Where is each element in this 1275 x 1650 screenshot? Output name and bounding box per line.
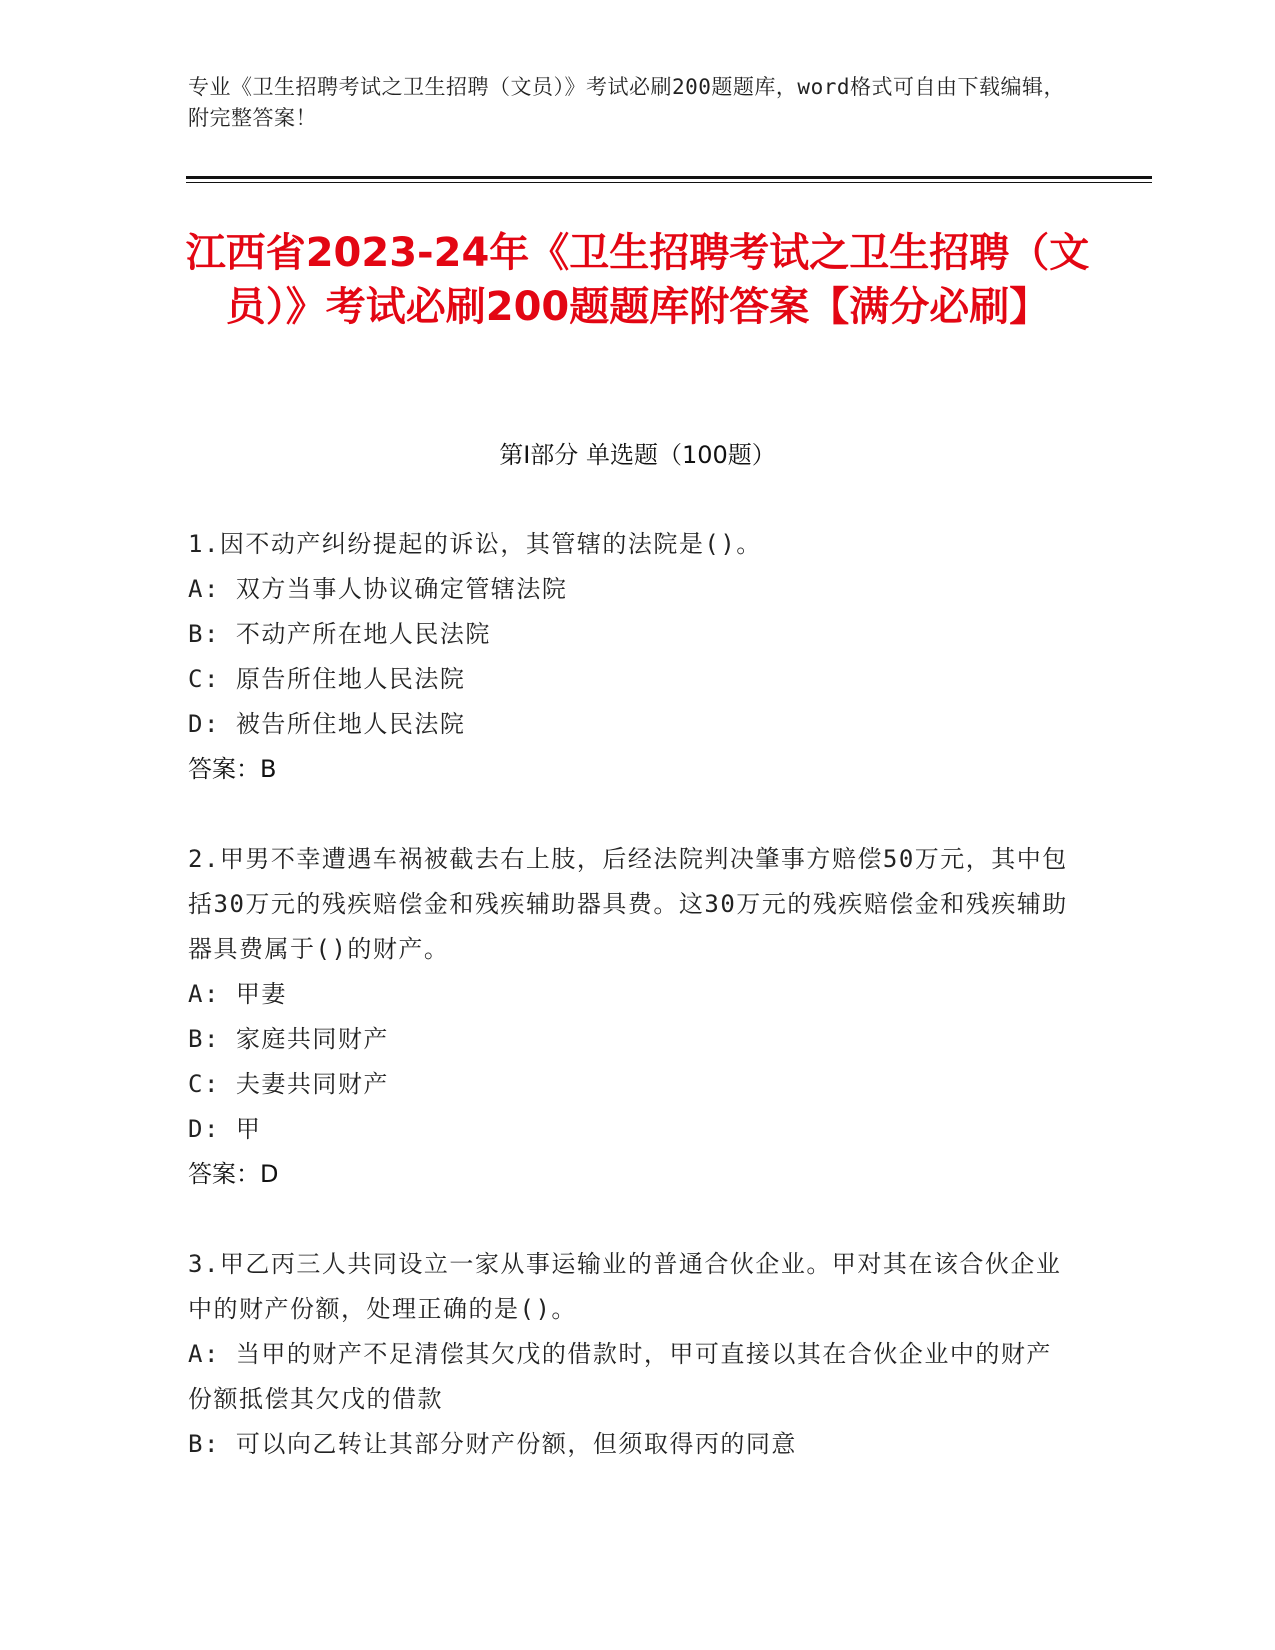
question-1 bbox=[188, 522, 1068, 792]
option-b: B: 不动产所在地人民法院 bbox=[188, 620, 491, 648]
question-list bbox=[188, 522, 1068, 1512]
question-2 bbox=[188, 837, 1068, 1197]
header-note: 专业《卫生招聘考试之卫生招聘（文员）》考试必刷200题题库，word格式可自由下载编辑，附完整答案！ bbox=[188, 75, 1065, 130]
option-b: B: 家庭共同财产 bbox=[188, 1025, 389, 1053]
question-text: 1.因不动产纠纷提起的诉讼，其管辖的法院是()。 bbox=[188, 530, 762, 558]
option-c: C: 夫妻共同财产 bbox=[188, 1070, 389, 1098]
option-a: A: 甲妻 bbox=[188, 980, 287, 1008]
header-divider-thick bbox=[186, 176, 1152, 179]
option-d: D: 被告所住地人民法院 bbox=[188, 710, 466, 738]
section-heading: 第Ⅰ部分 单选题（100题） bbox=[499, 441, 776, 469]
option-a: A: 当甲的财产不足清偿其欠戊的借款时，甲可直接以其在合伙企业中的财产份额抵偿其欠戊的借款 bbox=[188, 1340, 1052, 1413]
option-c: C: 原告所住地人民法院 bbox=[188, 665, 466, 693]
question-text: 2.甲男不幸遭遇车祸被截去右上肢，后经法院判决肇事方赔偿50万元，其中包括30万元的残疾赔偿金和残疾辅助器具费。这30万元的残疾赔偿金和残疾辅助器具费属于()的财产。 bbox=[188, 845, 1068, 963]
option-d: D: 甲 bbox=[188, 1115, 262, 1143]
document-title: 江西省2023-24年《卫生招聘考试之卫生招聘（文员）》考试必刷200题题库附答案【满分必刷】 bbox=[185, 230, 1090, 330]
answer: 答案：B bbox=[188, 755, 277, 783]
option-a: A: 双方当事人协议确定管辖法院 bbox=[188, 575, 568, 603]
option-b: B: 可以向乙转让其部分财产份额，但须取得丙的同意 bbox=[188, 1430, 797, 1458]
header-divider-thin bbox=[186, 182, 1152, 183]
question-3 bbox=[188, 1242, 1068, 1467]
answer: 答案：D bbox=[188, 1160, 279, 1188]
question-text: 3.甲乙丙三人共同设立一家从事运输业的普通合伙企业。甲对其在该合伙企业中的财产份额，处理正确的是()。 bbox=[188, 1250, 1062, 1323]
